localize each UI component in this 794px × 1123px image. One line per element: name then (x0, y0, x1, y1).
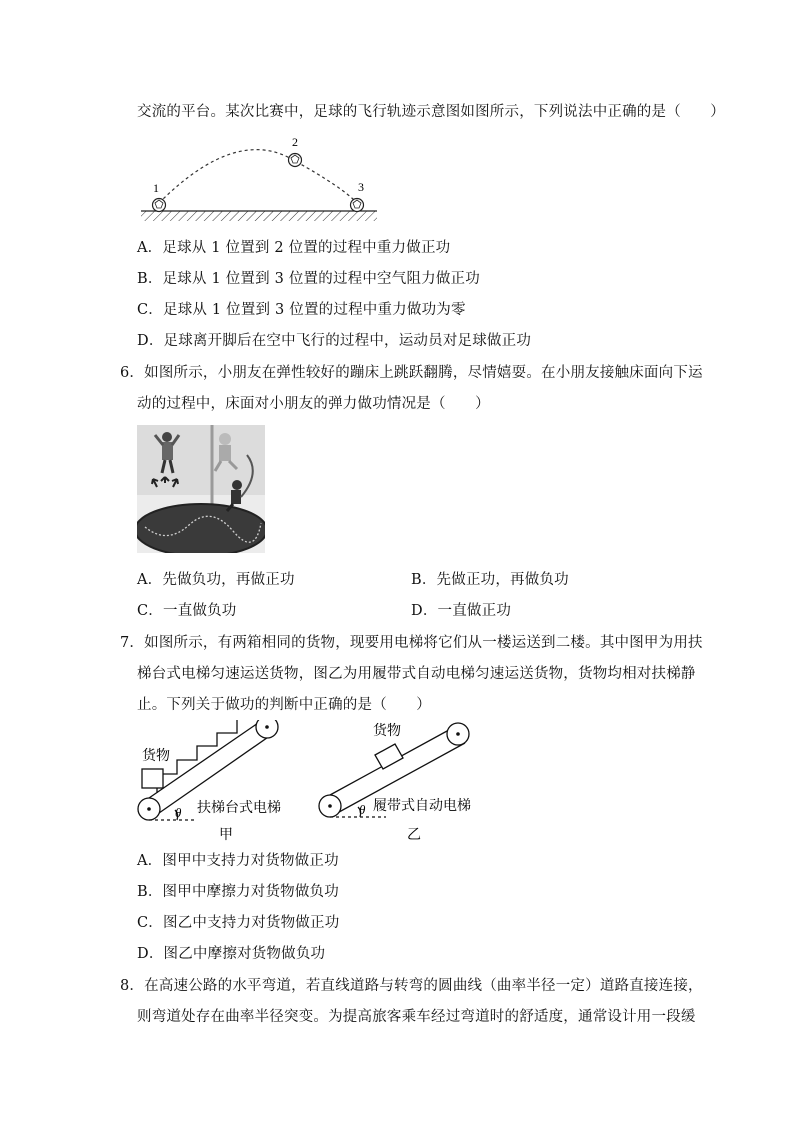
q8-stem-line1: 8．在高速公路的水平弯道，若直线道路与转弯的圆曲线（曲率半径一定）道路直接连接， (120, 978, 703, 994)
q7-stem-line3: 止。下列关于做功的判断中正确的是（ ） (137, 697, 431, 713)
q7-stem-line2: 梯台式电梯匀速运送货物，图乙为用履带式自动电梯匀速运送货物，货物均相对扶梯静 (137, 666, 696, 682)
label-position-2: 2 (292, 135, 298, 149)
q6-option-d: D．一直做正功 (411, 603, 512, 619)
ball-position-1 (153, 199, 166, 212)
q7-option-c: C．图乙中支持力对货物做正功 (137, 915, 340, 931)
ground-hatch (141, 211, 377, 221)
q5-option-b: B．足球从 1 位置到 3 位置的过程中空气阻力做正功 (137, 271, 480, 287)
cargo-box-jia (142, 769, 163, 788)
elevator-label-yi: 履带式自动电梯 (373, 798, 471, 814)
ball-position-3 (351, 199, 364, 212)
q8-stem-line2: 则弯道处存在曲率半径突变。为提高旅客乘车经过弯道时的舒适度，通常设计用一段缓 (137, 1009, 696, 1025)
soccer-trajectory-figure (137, 135, 382, 225)
q7-stem-line1: 7．如图所示，有两箱相同的货物，现要用电梯将它们从一楼运送到二楼。其中图甲为用扶 (120, 635, 703, 651)
q5-option-a: A．足球从 1 位置到 2 位置的过程中重力做正功 (137, 240, 451, 256)
caption-yi: 乙 (407, 827, 421, 843)
escalator-yi-figure (316, 720, 491, 845)
q6-option-b: B．先做正功，再做负功 (411, 572, 569, 588)
ball-position-2 (289, 154, 302, 167)
cargo-label-yi: 货物 (373, 723, 401, 739)
q6-option-a: A．先做负功，再做正功 (137, 572, 295, 588)
label-position-3: 3 (358, 180, 364, 194)
cargo-box-yi (375, 744, 403, 769)
caption-jia: 甲 (219, 827, 233, 843)
label-position-1: 1 (153, 181, 159, 195)
q7-option-d: D．图乙中摩擦对货物做负功 (137, 946, 326, 962)
theta-label-jia: θ (175, 805, 182, 820)
theta-label-yi: θ (359, 802, 366, 817)
q6-stem-line2: 动的过程中，床面对小朋友的弹力做功情况是（ ） (137, 396, 490, 412)
q5-option-d: D．足球离开脚后在空中飞行的过程中，运动员对足球做正功 (137, 333, 532, 349)
trajectory-path (159, 150, 357, 203)
q6-option-c: C．一直做负功 (137, 603, 237, 619)
top-pulley (256, 720, 278, 738)
q7-option-b: B．图甲中摩擦力对货物做负功 (137, 884, 339, 900)
q6-stem-line1: 6．如图所示，小朋友在弹性较好的蹦床上跳跃翻腾，尽情嬉耍。在小朋友接触床面向下运 (120, 365, 703, 381)
q5-stem-tail: 交流的平台。某次比赛中，足球的飞行轨迹示意图如图所示，下列说法中正确的是（ ） (137, 104, 725, 120)
elevator-label-jia: 扶梯台式电梯 (197, 800, 281, 816)
escalator-jia-figure (137, 720, 297, 845)
q7-option-a: A．图甲中支持力对货物做正功 (137, 853, 339, 869)
cargo-label-jia: 货物 (142, 748, 170, 764)
q5-option-c: C．足球从 1 位置到 3 位置的过程中重力做功为零 (137, 302, 466, 318)
trampoline-photo (137, 425, 265, 553)
